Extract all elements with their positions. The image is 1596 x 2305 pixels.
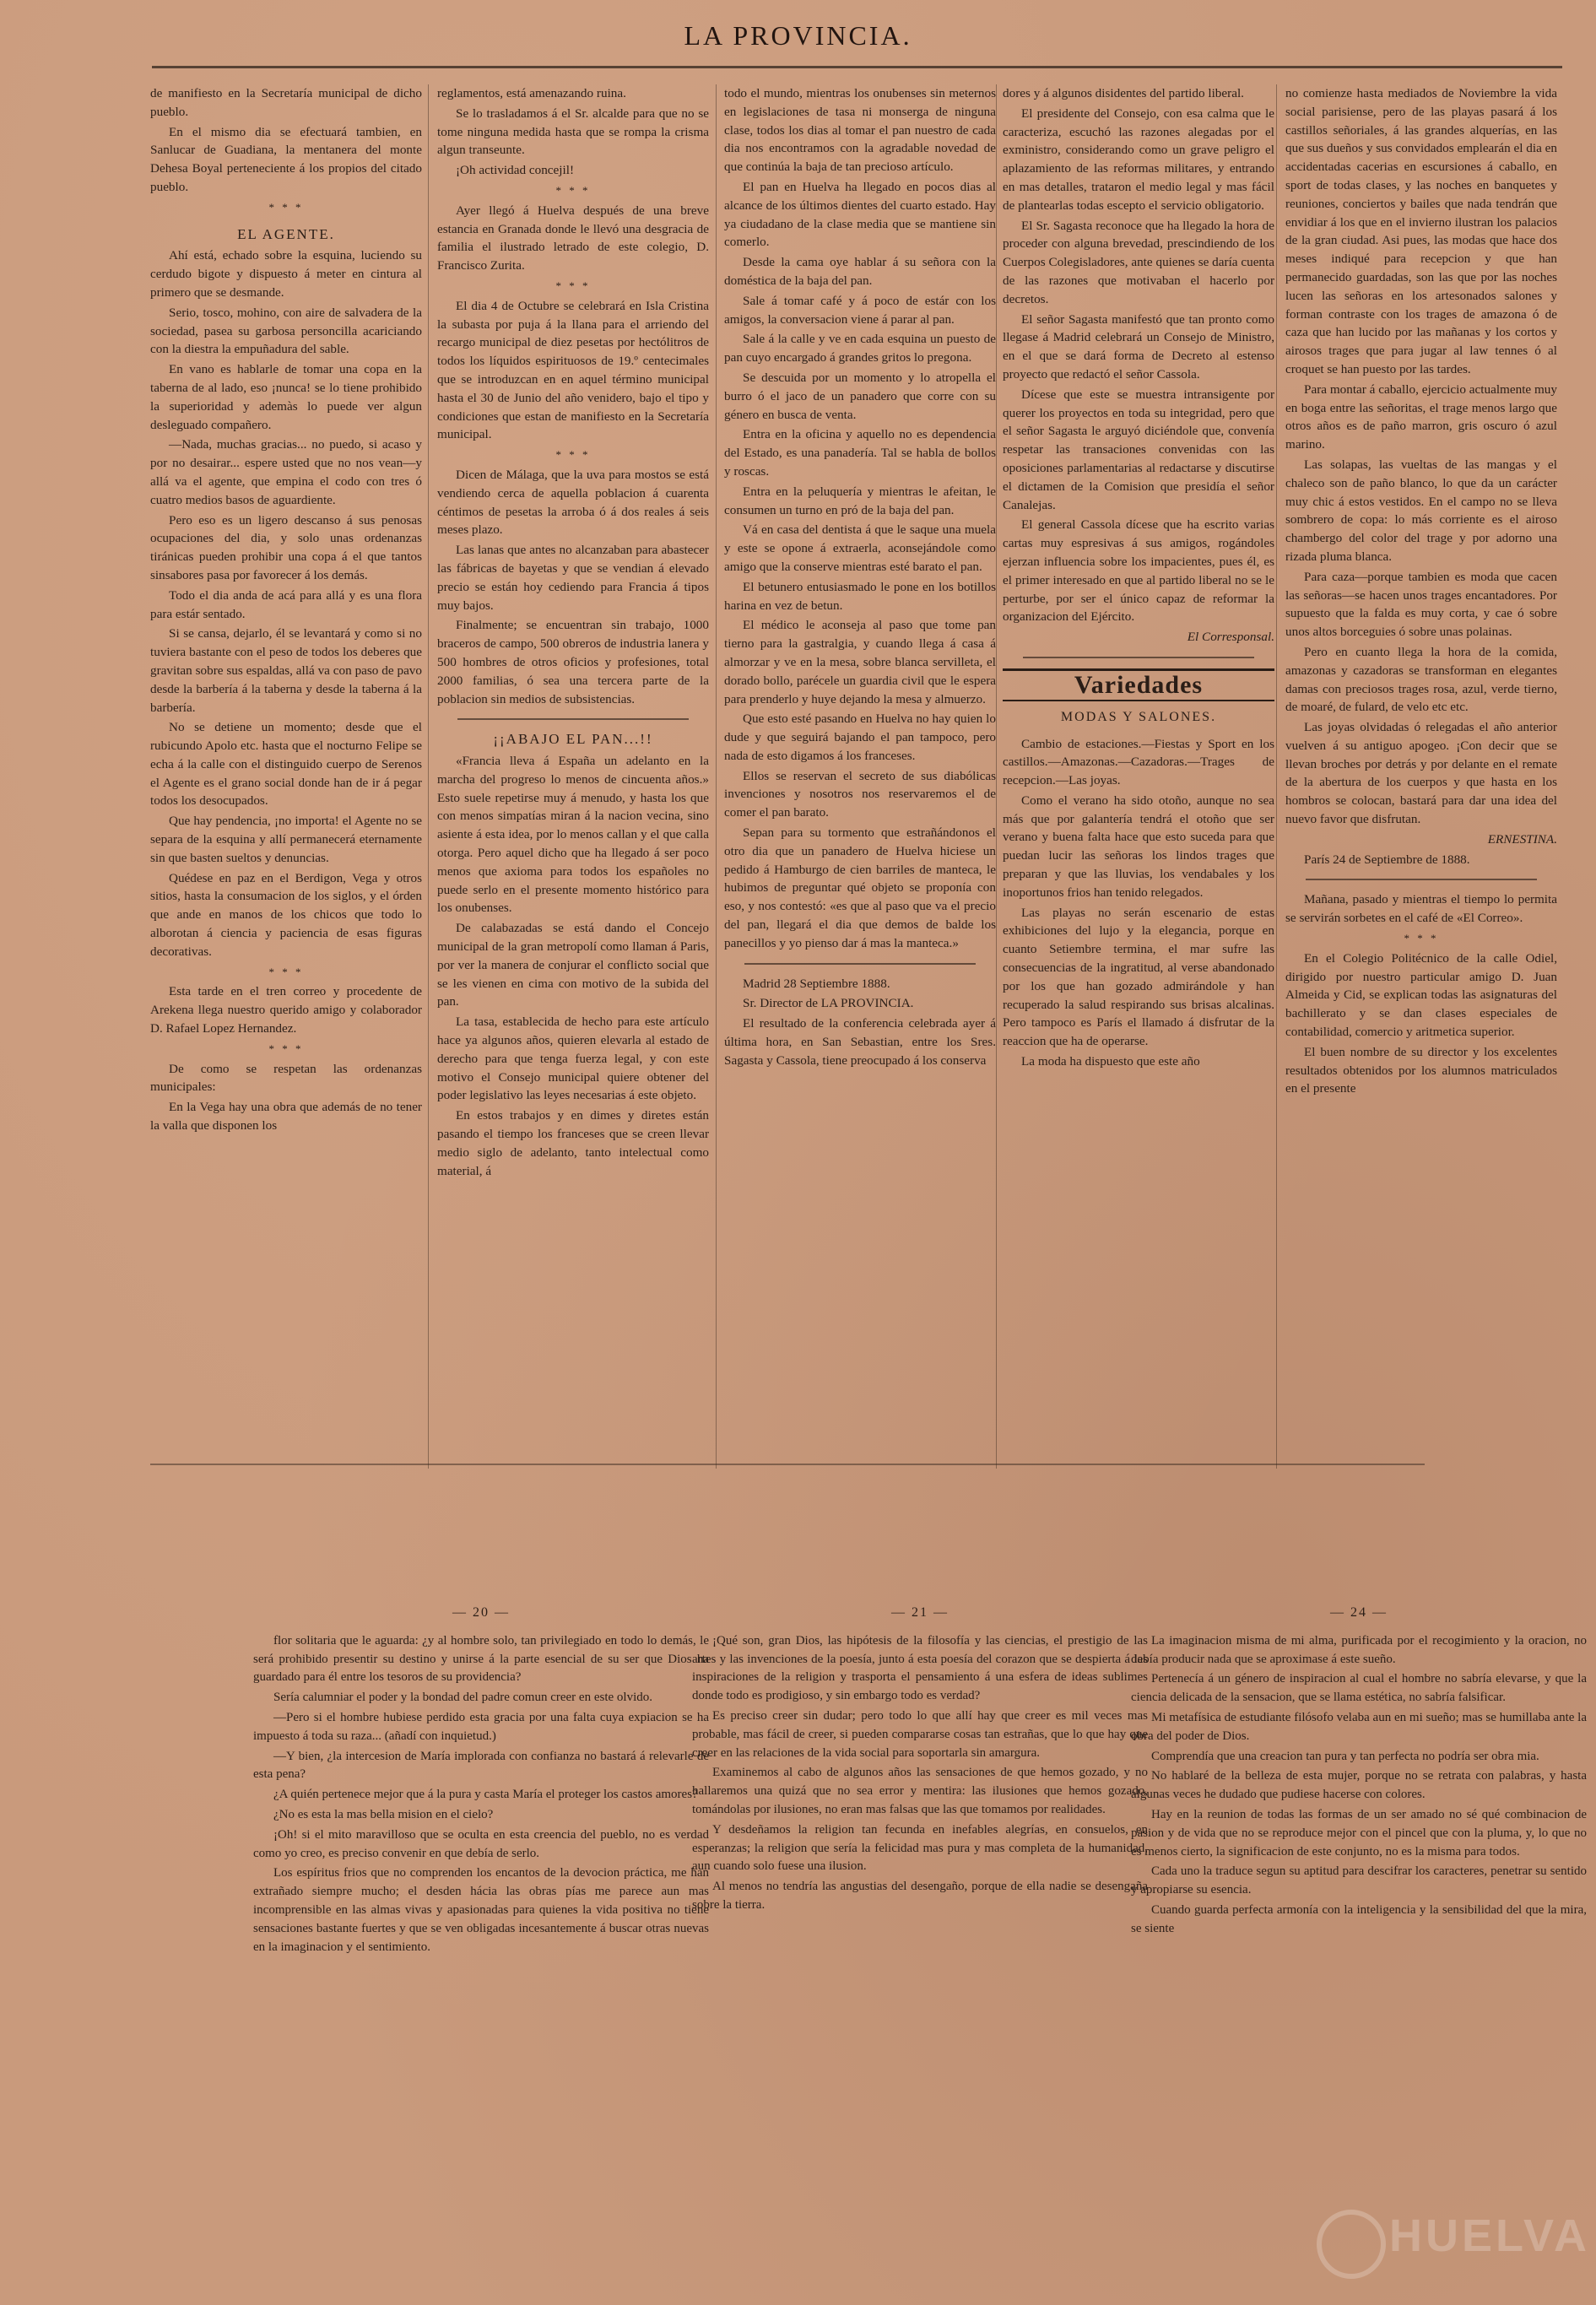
- masthead-rule: [152, 66, 1562, 68]
- column-2: [437, 84, 709, 1469]
- column-3: [724, 84, 996, 1469]
- paragraph: En el mismo dia se efectuará tambien, en Sanlucar de Guadiana, la mentanera del monte Dehesa Boyal perteneciente á los propios del citado pueblo.: [150, 124, 422, 194]
- paragraph: Quédese en paz en el Berdigon, Vega y otros sitios, hasta la consumacion de los siglos, y el órden que ande en manos de los chicos que todo lo alborotan á ciencia y paciencia de esas figuras decorativas.: [150, 870, 422, 959]
- paragraph: Se lo trasladamos á el Sr. alcalde para que no se tome ninguna medida hasta que se rompa la crisma algun transeunte.: [437, 106, 709, 158]
- seal-icon: [1317, 2210, 1386, 2279]
- paragraph: Examinemos al cabo de algunos años las sensaciones de que hemos gozado, y no hallaremos una quizá que no sea error y mentira: las ilusiones que hemos gozado, tomándolas por ilusiones, no eran mas falsas que las que tomamos por realidades.: [692, 1766, 1148, 1816]
- paragraph: Serio, tosco, mohino, con aire de salvadera de la sociedad, pasea su garbosa personcilla acariciando con la diestra la empuñadura del sable.: [150, 305, 422, 357]
- paragraph: ¡Oh! si el mito maravilloso que se oculta en esta creencia del pueblo, no es verdad como yo creo, es preciso convenir en que debía de serlo.: [253, 1827, 709, 1860]
- section-heading: ¡¡ABAJO EL PAN...!!: [493, 731, 653, 748]
- paragraph: Como el verano ha sido otoño, aunque no sea más que por galantería tendrá el otoño que ser verano y buena falta hace que esto suceda para que puedan lucir las señoras los lindos trages que preparan y que las lluvias, los vendabales y los inoportunos frios han tenido relegados.: [1003, 793, 1274, 900]
- asterism: * * *: [555, 279, 591, 292]
- section-heading: EL AGENTE.: [237, 225, 335, 242]
- paragraph: Ahí está, echado sobre la esquina, luciendo su cerdudo bigote y dispuesto á meter en cintura al primero que se desmande.: [150, 248, 422, 300]
- paragraph: ¿No es esta la mas bella mision en el cielo?: [273, 1807, 494, 1821]
- section-divider: [744, 963, 976, 965]
- column-4: [1003, 84, 1274, 1469]
- paragraph: reglamentos, está amenazando ruina.: [437, 86, 626, 100]
- archive-watermark: [1317, 2203, 1590, 2279]
- lower-page-20: [253, 1604, 709, 2279]
- paragraph: de manifiesto en la Secretaría municipal de dicho pueblo.: [150, 86, 422, 119]
- signature: ERNESTINA.: [1487, 831, 1557, 847]
- paragraph: De como se respetan las ordenanzas municipales:: [150, 1061, 422, 1095]
- asterism: * * *: [268, 1042, 304, 1055]
- paragraph: El resultado de la conferencia celebrada ayer á última hora, en San Sebastian, entre los Sres. Sagasta y Cassola, tiene preocupado á los conserva: [724, 1016, 996, 1068]
- paragraph: No hablaré de la belleza de esta mujer, porque no se retrata con palabras, y hasta algunas veces he dudado que pudiese hacerse con colores.: [1131, 1769, 1587, 1802]
- asterism: * * *: [268, 965, 304, 978]
- paragraph: Cada uno la traduce segun su aptitud para descifrar los caracteres, penetrar su sentido y apropiarse su esencia.: [1131, 1864, 1587, 1897]
- paragraph: Mi metafísica de estudiante filósofo velaba aun en mi sueño; mas se humillaba ante la obra del poder de Dios.: [1131, 1710, 1587, 1743]
- paragraph: todo el mundo, mientras los onubenses sin meternos en legislaciones de tasa ni monserga de ninguna clase, todos los dias al tomar el pan nuestro de cada dia nos encontramos con la agradable novedad de que continúa la baja de tan precioso artículo.: [724, 86, 996, 175]
- paragraph: Dicen de Málaga, que la uva para mostos se está vendiendo cerca de aquella poblacion á cuarenta céntimos de pesetas la arroba ó á dos reales á seis meses plazo.: [437, 467, 709, 538]
- paragraph: La tasa, establecida de hecho para este artículo hace ya algunos años, quieren elevarla al estado de derecho para que tenga fuerza legal, y con este motivo el Consejo municipal quiere obtener del poder legislativo las leyes necesarias á este objeto.: [437, 1015, 709, 1103]
- paragraph: Sale á tomar café y á poco de estár con los amigos, la conversacion viene á parar al pan.: [724, 293, 996, 327]
- column-1: [150, 84, 422, 1469]
- paragraph: Ellos se reservan el secreto de sus diabólicas invenciones y nosotros nos reservaremos el de comer el pan barato.: [724, 768, 996, 820]
- column-5: [1285, 84, 1557, 1469]
- paragraph: En la Vega hay una obra que además de no tener la valla que disponen los: [150, 1100, 422, 1134]
- paragraph: Hay en la reunion de todas las formas de un ser amado no sé qué combinacion de pasion y de vida que no se reproduce mejor con el pincel que con la pluma, y, lo que no es menos cierto, la significacion de este conjunto, no es la misma para todos.: [1131, 1807, 1587, 1859]
- signature: El Corresponsal.: [1187, 630, 1274, 645]
- paragraph: Pero en cuanto llega la hora de la comida, amazonas y cazadoras se transforman en elegantes damas con preciosos trages rosa, azul, verde tierno, de moaré, de fulard, de velo etc etc.: [1285, 644, 1557, 715]
- column-separator: [428, 84, 429, 1469]
- paragraph: Esta tarde en el tren correo y procedente de Arekena llega nuestro querido amigo y colaborador D. Rafael Lopez Hernandez.: [150, 984, 422, 1036]
- paragraph: —Nada, muchas gracias... no puedo, si acaso y por no desairar... espere usted que no nos vean—y allá va el agente, que empina el codo con tres ó cuatro medios basos de aguardiente.: [150, 437, 422, 507]
- paragraph: —Y bien, ¿la intercesion de María implorada con confianza no bastará á relevarle de esta pena?: [253, 1749, 709, 1782]
- paragraph: Sr. Director de LA PROVINCIA.: [743, 996, 914, 1011]
- paragraph: Las solapas, las vueltas de las mangas y el chaleco son de paño blanco, lo que da un carácter muy chic á estos vestidos. En el campo no se lleva sombrero de copa: lo más corriente es el airoso chambergo del color del trage y por adorno una rizada pluma blanca.: [1285, 457, 1557, 564]
- paragraph: Entra en la oficina y aquello no es dependencia del Estado, es una panadería. Tal se habla de bollos y roscas.: [724, 427, 996, 479]
- column-separator: [1276, 84, 1277, 1469]
- section-divider: [457, 718, 689, 720]
- section-divider: [1306, 879, 1537, 880]
- paragraph: Es preciso creer sin dudar; pero todo lo que allí hay que creer es mil veces mas probable, mas fácil de creer, si pueden compararse cosas tan estrañas, que lo que hay que creer en las relaciones de la vida social para soportarla sin amargura.: [692, 1708, 1148, 1760]
- paragraph: Finalmente; se encuentran sin trabajo, 1000 braceros de campo, 500 obreros de industria lanera y 500 hombres de otros oficios y profesiones, total 2000 familias, ó sea una tercera parte de la poblacion sin medios de subsistencias.: [437, 618, 709, 706]
- lower-page-21: [692, 1604, 1148, 2279]
- section-subheading: MODAS Y SALONES.: [1060, 709, 1217, 724]
- paragraph: Todo el dia anda de acá para allá y es una flora para estár sentado.: [150, 587, 422, 621]
- upper-page: [150, 84, 1568, 1469]
- paragraph: El dia 4 de Octubre se celebrará en Isla Cristina la subasta por puja á la llana para el arriendo del recargo municipal de diez pesetas por hectólitros de todos los líquidos espirituosos de 19.º centecimales que se introduzcan en en aquel término municipal hasta el 30 de Junio del año venidero, bajo el tipo y condiciones que estan de manifiesto en la Secretaría municipal.: [437, 298, 709, 442]
- variedades-header: Variedades: [1003, 668, 1274, 701]
- paragraph: El médico le aconseja al paso que tome pan tierno para la gastralgia, y cuando llega á casa á almorzar y ve en la mesa, sobre blanca servilleta, el dorado bollo, parécele un guardia civil que le espera para prenderlo y huye dejando la mesa y almuerzo.: [724, 618, 996, 706]
- paragraph: Las joyas olvidadas ó relegadas el año anterior vuelven á su antiguo apogeo. ¡Con decir que se llevan broches por detrás y por delante en el remate de la abertura de los cuerpos y que hasta en los hombros se colocan, bastará para dar una idea del nuevo favor que disfrutan.: [1285, 720, 1557, 827]
- paragraph: no comienze hasta mediados de Noviembre la vida social parisiense, pero de las playas pasará á los castillos señoriales, á las grandes alquerías, en las que sus dueños y sus convidados emplearán el dia en accidentadas cacerias en escursiones á caballo, en sport de todas clases, y las noches en banquetes y reuniones, conciertos y bailes que nada tendrán que envidiar á los que en el invierno ilustran los palacios de la gran ciudad. Asi pues, las modas que hace dos meses indiqué para recepcion y que han permanecido guardadas, son las que por las noches lucen las señoras en los artesonados salones y forman contraste con los trages de amazona ó de caza que han lucido por las mañanas y los cortos y airosos trages que para jugar al law tennes ó al croquet se han puesto por las tardes.: [1285, 86, 1557, 376]
- paragraph: El señor Sagasta manifestó que tan pronto como llegase á Madrid celebrará un Consejo de Ministro, en el que se dará forma de Decreto al estenso proyecto que redactó el señor Cassola.: [1003, 311, 1274, 381]
- paragraph: Sería calumniar el poder y la bondad del padre comun creer en este olvido.: [273, 1691, 652, 1705]
- paragraph: Dícese que este se muestra intransigente por querer los proyectos en toda su integridad, pero que el señor Sagasta le arguyó diciéndole que, convenía respetar las transaciones convenidas con las oposiciones parlamentarias al redactarse y discutirse el dictamen de la Comision que presidía el señor Canalejas.: [1003, 387, 1274, 512]
- page-number: — 20 —: [452, 1605, 510, 1620]
- paragraph: «Francia lleva á España un adelanto en la marcha del progreso lo menos de cincuenta años.» Esto suele repetirse muy á menudo, y hasta los que con menos simpatías miran á la nacion vecina, sino asiente á esta idea, por lo menos callan y el que calla otorga. Pero aquel dicho que ha llegado á ser poco menos que axioma para todos los españoles no puede serlo en el presente momento histórico para los onubenses.: [437, 754, 709, 916]
- paragraph: Y desdeñamos la religion tan fecunda en inefables alegrías, en consuelos, en esperanzas; la religion que sería la felicidad mas pura y mas completa de la humanidad, aun cuando solo fuese una ilusion.: [692, 1822, 1148, 1874]
- paragraph: La imaginacion misma de mi alma, purificada por el recogimiento y la oracion, no debía producir nada que se aproximase á este sueño.: [1131, 1633, 1587, 1666]
- paragraph: Sale á la calle y ve en cada esquina un puesto de pan cuyo encargado á grandes gritos lo pregona.: [724, 332, 996, 365]
- paragraph: Los espíritus frios que no comprenden los encantos de la devocion práctica, me han extrañado siempre mucho; el desden hácia las obras pías me parece aun mas incomprensible en las almas vivas y apasionadas para quienes la vida positiva no tiene sensaciones bastante fuertes y que se ven obligadas incesantemente á buscar otras nuevas en la imaginacion y el sentimiento.: [253, 1866, 709, 1954]
- paragraph: Que esto esté pasando en Huelva no hay quien lo dude y que seguirá bajando el pan tampoco, pero nada de esto digamos á los franceses.: [724, 712, 996, 763]
- paragraph: En estos trabajos y en dimes y diretes están pasando el tiempo los franceses que se creen llevar medio siglo de adelanto, tanto intelectual como material, á: [437, 1108, 709, 1178]
- asterism: * * *: [555, 448, 591, 462]
- paragraph: Cambio de estaciones.—Fiestas y Sport en los castillos.—Amazonas.—Cazadoras.—Trages de recepcion.—Las joyas.: [1003, 736, 1274, 788]
- paragraph: ¡Oh actividad concejil!: [456, 163, 575, 178]
- paragraph: En vano es hablarle de tomar una copa en la taberna de al lado, eso ¡nunca! se lo tiene prohibido la superioridad y ademàs lo puede ver algun desleguado compañero.: [150, 362, 422, 432]
- paragraph: El buen nombre de su director y los excelentes resultados obtenidos por los alumnos matriculados en el presente: [1285, 1044, 1557, 1096]
- paragraph: París 24 de Septiembre de 1888.: [1304, 852, 1470, 867]
- paragraph: El Sr. Sagasta reconoce que ha llegado la hora de proceder con alguna brevedad, prescindiendo de los Cuerpos Colegisladores, ante quienes se daría cuenta de las razones que motivaban el hacerlo por decretos.: [1003, 218, 1274, 306]
- paragraph: Ayer llegó á Huelva después de una breve estancia en Granada donde le llevó una desgracia de familia el ilustrado letrado de este colegio, D. Francisco Zurita.: [437, 203, 709, 273]
- page-number: — 21 —: [891, 1605, 949, 1620]
- paragraph: ¡Qué son, gran Dios, las hipótesis de la filosofía y las ciencias, el prestigio de las artes y las invenciones de la poesía, junto á esta poesía del corazon que se despierta á las inspiraciones de la religion y trasporta el pensamiento á una esfera de ideas sublimes donde todo es prodigioso, y sin embargo todo es verdad?: [692, 1633, 1148, 1703]
- paragraph: Al menos no tendría las angustias del desengaño, porque de ella nadie se desengaña sobre la tierra.: [692, 1880, 1148, 1912]
- paragraph: No se detiene un momento; desde que el rubicundo Apolo etc. hasta que el nocturno Felipe se echa á la calle con el distinguido cuerpo de Serenos el Agente es el grano social donde han de ir á pegar todos los desocupados.: [150, 720, 422, 809]
- paragraph: Comprendía que una creacion tan pura y tan perfecta no podría ser obra mia.: [1151, 1749, 1539, 1763]
- paragraph: —Pero si el hombre hubiese perdido esta gracia por una falta cuya expiacion se ha impuesto á toda su raza... (añadí con inquietud.): [253, 1710, 709, 1743]
- paragraph: Que hay pendencia, ¡no importa! el Agente no se separa de la esquina y allí permanecerá eternamente sin que basten sueltos y denuncias.: [150, 814, 422, 865]
- lower-pages: [0, 1604, 1596, 2279]
- paragraph: Cuando guarda perfecta armonía con la inteligencia y la sensibilidad del que la mira, se siente: [1131, 1902, 1587, 1935]
- section-divider: [1023, 657, 1254, 658]
- upper-bottom-rule: [150, 1464, 1425, 1465]
- lower-page-24: [1131, 1604, 1587, 2279]
- paragraph: Madrid 28 Septiembre 1888.: [743, 976, 890, 991]
- asterism: * * *: [555, 183, 591, 197]
- paragraph: Se descuida por un momento y lo atropella el burro ó el jaco de un panadero que corre con su género en busca de venta.: [724, 370, 996, 422]
- paragraph: De calabazadas se está dando el Concejo municipal de la gran metropolí como llaman á Paris, por ver la manera de conjurar el conflicto social que se les vienen en cima con motivo de la subida del pan.: [437, 921, 709, 1009]
- paragraph: Pertenecía á un género de inspiracion al cual el hombre no sabría elevarse, y que la ciencia delicada de la sensacion, que se llama estética, no sabría falsificar.: [1131, 1672, 1587, 1705]
- paragraph: El presidente del Consejo, con esa calma que le caracteriza, escuchó las razones alegadas por el exministro, considerando como un grave peligro el aplazamiento de las reformas militares, y entrando en mas detalles, trataron el medio legal y mas fácil de plantearlas todas escepto el servicio obligatorio.: [1003, 106, 1274, 213]
- paragraph: Vá en casa del dentista á que le saque una muela y este se opone á extraerla, aconsejándole como amigo que la conserve mientras esté barato el pan.: [724, 522, 996, 574]
- paragraph: flor solitaria que le aguarda: ¿y al hombre solo, tan privilegiado en todo lo demás, le será prohibido presentir su destino y unirse á la parte esencial de su ser que Dios ha guardado para él entre los tesoros de su providencia?: [253, 1633, 709, 1685]
- paragraph: El pan en Huelva ha llegado en pocos dias al alcance de los últimos dientes del cuarto estado. Hay ya ciudadano de la clase media que se mantiene sin comerlo.: [724, 179, 996, 250]
- paragraph: dores y á algunos disidentes del partido liberal.: [1003, 86, 1244, 100]
- paragraph: En el Colegio Politécnico de la calle Odiel, dirigido por nuestro particular amigo D. Juan Almeida y Cid, se explican todas las asignaturas del bachillerato y se dan clases especiales de contabilidad, comercio y aritmetica superior.: [1285, 950, 1557, 1040]
- asterism: * * *: [1404, 932, 1439, 945]
- masthead: LA PROVINCIA.: [684, 20, 912, 51]
- column-separator: [996, 84, 997, 1469]
- paragraph: Si se cansa, dejarlo, él se levantará y como si no tuviera bastante con el peso de todos los deberes que gravitan sobre sus espaldas, allá va con paso de pavo desde la barbería á la taberna y desde la taberna á la barbería.: [150, 626, 422, 715]
- paragraph: ¿A quién pertenece mejor que á la pura y casta María el proteger los castos amores?: [273, 1788, 698, 1802]
- paragraph: El betunero entusiasmado le pone en los botillos harina en vez de betun.: [724, 579, 996, 613]
- paragraph: Desde la cama oye hablar á su señora con la doméstica de la baja del pan.: [724, 255, 996, 288]
- asterism: * * *: [268, 200, 304, 214]
- watermark-text: HUELVA: [1389, 2210, 1590, 2261]
- paragraph: Pero eso es un ligero descanso á sus penosas ocupaciones del dia, y solo unas ordenanzas tiránicas pueden prohibir una copa á el que tantos sinsabores pasa por favorecer á los demás.: [150, 512, 422, 582]
- paragraph: El general Cassola dícese que ha escrito varias cartas muy espresivas á sus amigos, rogándoles ejerzan influencia sobre los impacientes, pues él, es el primer interesado en que al partido liberal no se le perturbe, por ser el único capaz de reformar la organizacion del Ejército.: [1003, 517, 1274, 625]
- paragraph: Mañana, pasado y mientras el tiempo lo permita se servirán sorbetes en el café de «El Correo».: [1285, 892, 1557, 926]
- paragraph: La moda ha dispuesto que este año: [1021, 1054, 1200, 1069]
- paragraph: Para caza—porque tambien es moda que cacen las señoras—se hacen unos trages encantadores. Por supuesto que la falda es muy corta, y cae ó sobre unos altos borceguies ó sobre unas polainas.: [1285, 569, 1557, 640]
- paragraph: Para montar á caballo, ejercicio actualmente muy en boga entre las señoritas, el trage menos largo que otros años es de paño marron, gris oscuro ó azul marino.: [1285, 381, 1557, 452]
- paragraph: Las lanas que antes no alcanzaban para abastecer las fábricas de bayetas y que se vendian á elevado precio se están hoy cediendo para Francia á tipos muy bajos.: [437, 543, 709, 613]
- paragraph: Sepan para su tormento que estrañándonos el otro dia que un panadero de Huelva hiciese un pedido á Hamburgo de cien barriles de manteca, le hubimos de preguntar qué objeto se proponía con eso, y nos contestó: «es que al paso que va el precio del pan, llegará el dia que demos de balde los panecillos y yo pienso dar á mas la manteca.»: [724, 825, 996, 950]
- page-number: — 24 —: [1330, 1605, 1388, 1620]
- paragraph: Entra en la peluquería y mientras le afeitan, le consumen un turno en pró de la baja del pan.: [724, 484, 996, 517]
- column-separator: [716, 84, 717, 1469]
- paragraph: Las playas no serán escenario de estas exhibiciones del lujo y la elegancia, porque en cuanto Setiembre termina, el mar sufre las consecuencias de la ingratitud, al verse abandonado por los que han gozado admirándole y han recuperado la salud respirando sus brisas alcalinas. Pero tampoco es París el llamado á disfrutar de la reaccion que ha de operarse.: [1003, 905, 1274, 1049]
